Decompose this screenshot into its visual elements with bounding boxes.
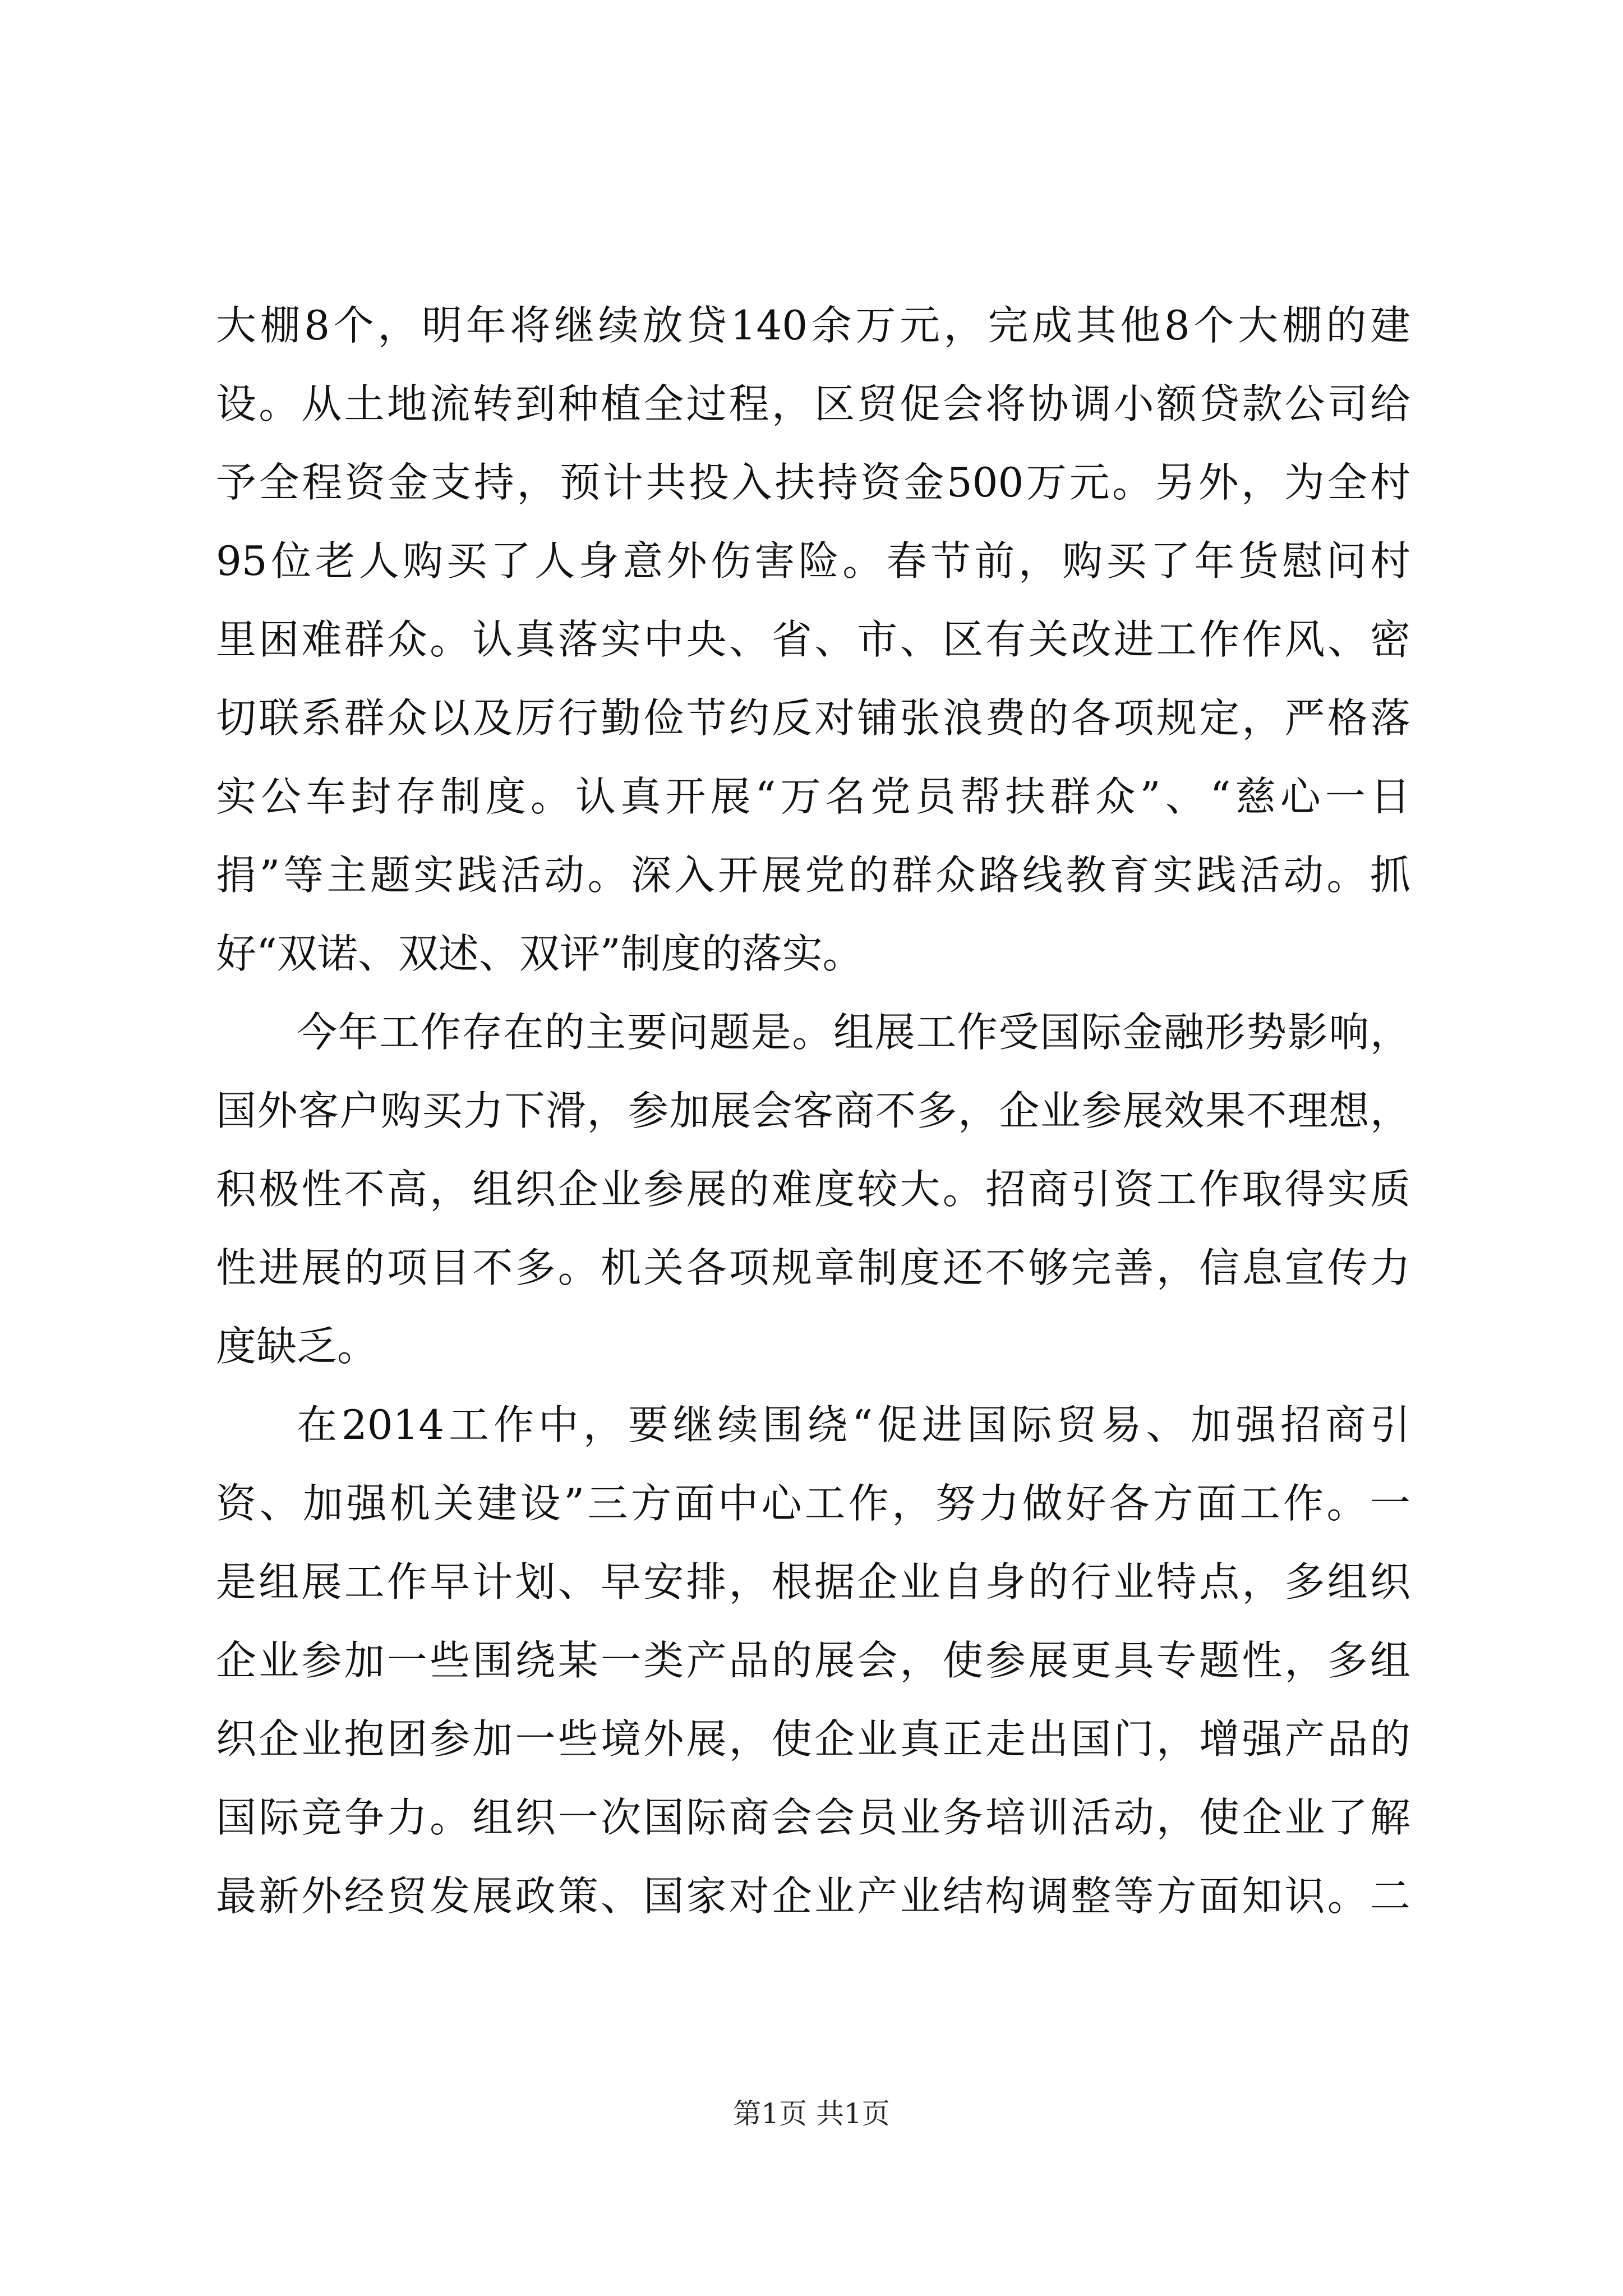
text-line: 切联系群众以及厉行勤俭节约反对铺张浪费的各项规定，严格落 xyxy=(216,694,1410,742)
text-line: 在2014工作中，要继续围绕“促进国际贸易、加强招商引 xyxy=(297,1401,1410,1448)
text-line: 资、加强机关建设”三方面中心工作，努力做好各方面工作。一 xyxy=(216,1480,1410,1527)
text-line: 设。从土地流转到种植全过程，区贸促会将协调小额贷款公司给 xyxy=(216,380,1410,427)
text-line: 予全程资金支持，预计共投入扶持资金500万元。另外，为全村 xyxy=(216,459,1410,506)
paragraph xyxy=(216,1386,1410,1935)
text-line: 度缺乏。 xyxy=(216,1323,378,1370)
paragraph xyxy=(216,993,1410,1386)
text-line: 最新外经贸发展政策、国家对企业产业结构调整等方面知识。二 xyxy=(216,1872,1410,1920)
text-line: 大棚8个，明年将继续放贷140余万元，完成其他8个大棚的建 xyxy=(216,302,1410,349)
document-body xyxy=(216,286,1410,1935)
text-line: 积极性不高，组织企业参展的难度较大。招商引资工作取得实质 xyxy=(216,1166,1410,1213)
text-line: 捐”等主题实践活动。深入开展党的群众路线教育实践活动。抓 xyxy=(216,852,1410,899)
text-line: 95位老人购买了人身意外伤害险。春节前，购买了年货慰问村 xyxy=(216,537,1410,585)
page-number-footer: 第1页 共1页 xyxy=(733,2097,890,2130)
text-line: 国外客户购买力下滑，参加展会客商不多，企业参展效果不理想， xyxy=(216,1087,1410,1134)
text-line: 国际竞争力。组织一次国际商会会员业务培训活动，使企业了解 xyxy=(216,1794,1410,1841)
text-line: 是组展工作早计划、早安排，根据企业自身的行业特点，多组织 xyxy=(216,1558,1410,1605)
paragraph xyxy=(216,286,1410,993)
text-line: 企业参加一些围绕某一类产品的展会，使参展更具专题性，多组 xyxy=(216,1637,1410,1684)
text-line: 好“双诺、双述、双评”制度的落实。 xyxy=(216,930,863,977)
text-line: 性进展的项目不多。机关各项规章制度还不够完善，信息宣传力 xyxy=(216,1244,1410,1291)
text-line: 实公车封存制度。认真开展“万名党员帮扶群众”、“慈心一日 xyxy=(216,773,1410,820)
text-line: 今年工作存在的主要问题是。组展工作受国际金融形势影响， xyxy=(297,1009,1410,1056)
text-line: 里困难群众。认真落实中央、省、市、区有关改进工作作风、密 xyxy=(216,616,1410,663)
text-line: 织企业抱团参加一些境外展，使企业真正走出国门，增强产品的 xyxy=(216,1715,1410,1763)
